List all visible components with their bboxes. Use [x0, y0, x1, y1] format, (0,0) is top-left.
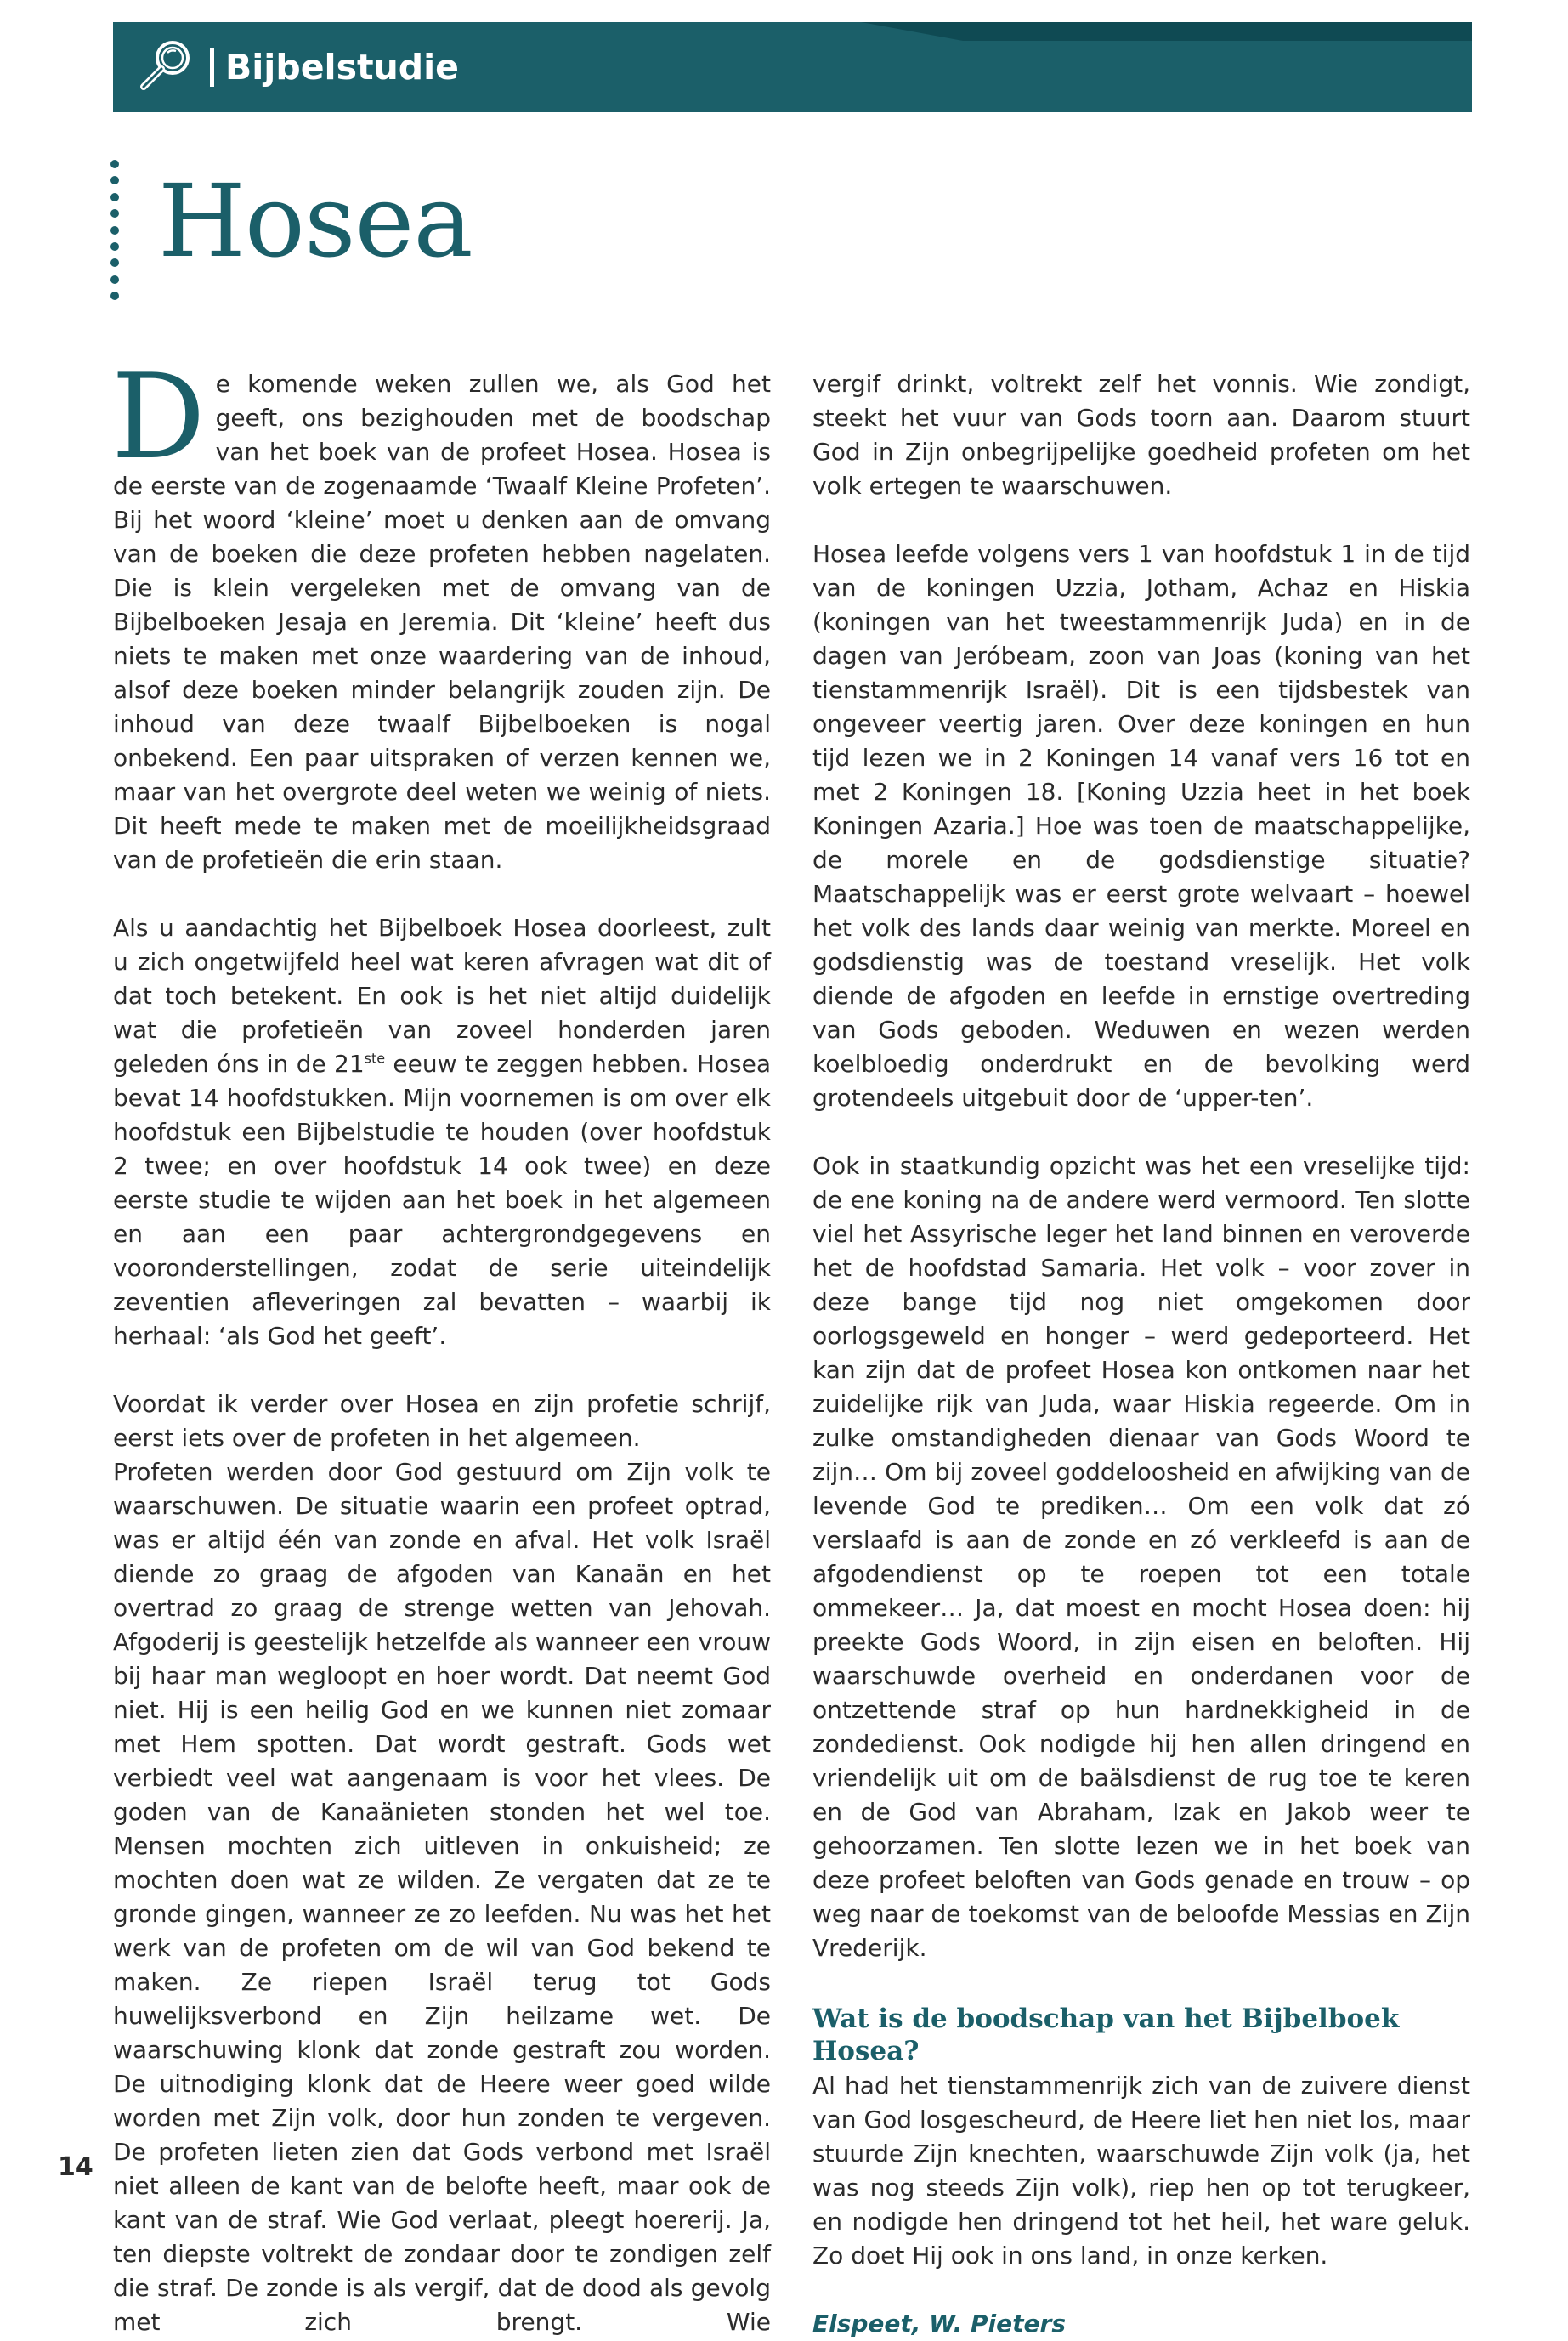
article-paragraph: Profeten werden door God gestuurd om Zijn volk te waarschuwen. De situatie waarin een profeet optrad, was er altijd één van zonde en afval. Het volk Israël diende zo graag de afgoden van Kanaän en het overtrad zo graag de strenge wetten van Jehovah. Afgoderij is geestelijk hetzelfde als wanneer een vrouw bij haar man wegloopt en hoer wordt. Dat neemt God niet. Hij is een heilig God en we kunnen niet zomaar met Hem spotten. Dat wordt gestraft. Gods wet verbiedt veel wat aangenaam is voor het vlees. De goden van de Kanaänieten stonden het wel toe. Mensen mochten zich uitleven in onkuisheid; ze mochten doen wat ze wilden. Ze vergaten dat ze te gronde gingen, wanneer ze zo leefden. Nu was het het werk van de profeten om de wil van God bekend te maken. Ze riepen Israël terug tot Gods huwelijksverbond en Zijn heilzame wet. De waarschuwing klonk dat zonde gestraft zou worden. De uitnodiging klonk dat de Heere weer goed wilde worden met Zijn volk, door hun zonden te vergeven. De profeten lieten zien dat Gods verbond met Israël niet alleen de kant van de belofte heeft, maar ook de kant van de straf. Wie God verlaat, pleegt hoererij. Ja, ten diepste voltrekt de zondaar door te zondigen zelf die straf. De zonde is als vergif, dat de dood als gevolg met zich brengt. Wie [113, 1458, 771, 2336]
paragraph-text: e komende weken zullen we, als God het geeft, ons bezighouden met de boodschap van het boek van de profeet Hosea. Hosea is de eerste van de zogenaamde ‘Twaalf Kleine Profeten’. Bij het woord ‘kleine’ moet u denken aan de omvang van de boeken die deze profeten hebben nagelaten. Die is klein vergeleken met de omvang van de Bijbelboeken Jesaja en Jeremia. Dit ‘kleine’ heeft dus niets te maken met onze waardering van de inhoud, alsof deze boeken minder belangrijk zouden zijn. De inhoud van deze twaalf Bijbelboeken is nogal onbekend. Een paar uitspraken of verzen kennen we, maar van het overgrote deel weten we weinig of niets. Dit heeft mede te maken met de moeilijkheidsgraad van de profetieën die erin staan. [113, 370, 771, 874]
article-paragraph: Hosea leefde volgens vers 1 van hoofdstuk 1 in de tijd van de koningen Uzzia, Jotham, Achaz en Hiskia (koningen van het tweestammenrijk Juda) en in de dagen van Jeróbeam, zoon van Joas (koning van het tienstammenrijk Israël). Dit is een tijdsbestek van ongeveer veertig jaren. Over deze koningen en hun tijd lezen we in 2 Koningen 14 vanaf vers 16 tot en met 2 Koningen 18. [Koning Uzzia heet in het boek Koningen Azaria.] Hoe was toen de maatschappelijke, de morele en de godsdienstige situatie? Maatschappelijk was er eerst grote welvaart – hoewel het volk des lands daar weinig van merkte. Moreel en godsdienstig was de toestand vreselijk. Het volk diende de afgoden en leefde in ernstige overtreding van Gods geboden. Weduwen en wezen werden koelbloedig onderdrukt en de bevolking werd grotendeels uitgebuit door de ‘upper-ten’. [812, 540, 1470, 1112]
article-paragraph [111, 349, 771, 877]
paragraph-text: eeuw te zeggen hebben. Hosea bevat 14 hoofdstukken. Mijn voornemen is om over elk hoofdstuk een Bijbelstudie te houden (over hoofdstuk 2 twee; en over hoofdstuk 14 ook twee) en deze eerste studie te wijden aan het boek in het algemeen en aan een paar achtergrondgegevens en vooronderstellingen, zodat de serie uiteindelijk zeventien afleveringen zal bevatten – waarbij ik herhaal: ‘als God het geeft’. [113, 1050, 771, 1350]
article-paragraph: Voordat ik verder over Hosea en zijn profetie schrijf, eerst iets over de profeten in het algemeen. [113, 1390, 771, 1452]
article-column-left [111, 349, 771, 2339]
page-title: Hosea [158, 162, 473, 280]
magnifier-icon [132, 32, 200, 100]
section-title: Bijbelstudie [225, 47, 459, 88]
subheading: Wat is de boodschap van het Bijbelboek Hosea? [812, 2004, 1400, 2066]
header-separator [210, 48, 214, 87]
article-paragraph [113, 911, 771, 1353]
header-accent-cut [861, 22, 963, 41]
article-paragraph: Ook in staatkundig opzicht was het een vreselijke tijd: de ene koning na de andere werd vermoord. Ten slotte viel het Assyrische leger het land binnen en veroverde het de hoofdstad Samaria. Het volk – voor zover in deze bange tijd nog niet omgekomen door oorlogsgeweld en honger – werd gedeporteerd. Het kan zijn dat de profeet Hosea kon ontkomen naar het zuidelijke rijk van Juda, waar Hiskia regeerde. Om in zulke omstandigheden dienaar van Gods Woord te zijn… Om bij zoveel goddeloosheid en afwijking van de levende God te prediken… Om een volk dat zó verslaafd is aan de zonde en zó verkleefd is aan de afgodendienst op te roepen tot een totale ommekeer… Ja, dat moest en mocht Hosea doen: hij preekte Gods Woord, in zijn eisen en beloften. Hij waarschuwde overheid en onderdanen voor de ontzettende straf op hun hardnekkigheid in de zondedienst. Ook nodigde hij hen allen dringend en vriendelijk uit om de baälsdienst de rug toe te keren en de God van Abraham, Izak en Jakob weer te gehoorzamen. Ten slotte lezen we in het boek van deze profeet beloften van Gods genade en trouw – op weg naar de toekomst van de beloofde Messias en Zijn Vrederijk. [812, 1152, 1470, 1962]
paragraph-text: Als u aandachtig het Bijbelboek Hosea doorleest, zult u zich ongetwijfeld heel wat keren afvragen wat dit of dat toch betekent. En ook is het niet altijd duidelijk wat die profetieën van zoveel honderden jaren geleden óns in de 21 [113, 914, 771, 1078]
article-paragraph: vergif drinkt, voltrekt zelf het vonnis. Wie zondigt, steekt het vuur van Gods toorn aan. Daarom stuurt God in Zijn onbegrijpelijke goedheid profeten om het volk ertegen te waarschuwen. [812, 370, 1470, 500]
superscript: ste [364, 1050, 386, 1067]
author-signature: Elspeet, W. Pieters [812, 2310, 1066, 2338]
header-accent-line [963, 22, 1472, 41]
decorative-dots [110, 160, 121, 298]
article-paragraph: Al had het tienstammenrijk zich van de zuivere dienst van God losgescheurd, de Heere liet hen niet los, maar stuurde Zijn knechten, waarschuwde Zijn volk (ja, het was nog steeds Zijn volk), riep hen op tot terugkeer, en nodigde hen dringend tot het heil, het ware geluk. Zo doet Hij ook in ons land, in onze kerken. [812, 2072, 1470, 2270]
section-header [113, 22, 1472, 112]
drop-cap: D [111, 349, 206, 485]
page-number: 14 [58, 2152, 93, 2182]
article-column-right [812, 367, 1470, 2341]
